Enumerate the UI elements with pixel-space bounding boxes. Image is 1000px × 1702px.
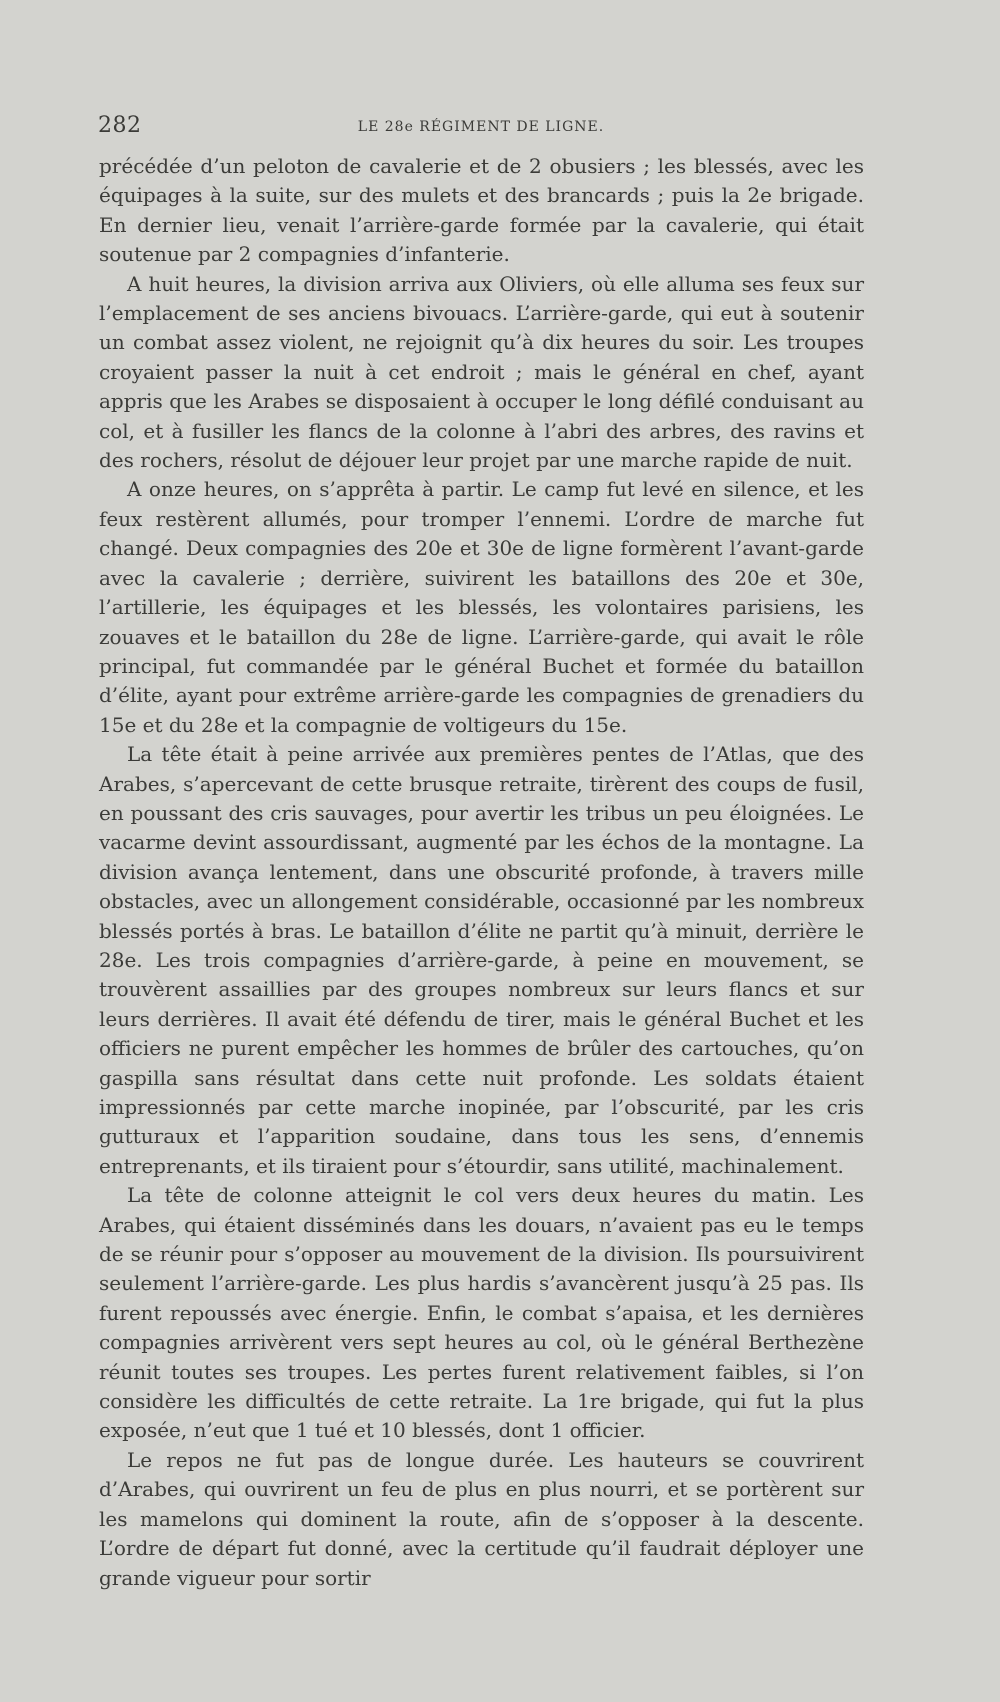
paragraph-3: A onze heures, on s’apprêta à partir. Le camp fut levé en silence, et les feux restèrent allumés, pour tromper l’ennemi. L’ordre de marche fut changé. Deux compagnies des 20e et 30e de ligne formèrent l’avant-garde avec la cavalerie ; derrière, suivirent les bataillons des 20e et 30e, l’artillerie, les équipages et les blessés, les volontaires parisiens, les zouaves et le bataillon du 28e de ligne. L’arrière-garde, qui avait le rôle principal, fut commandée par le général Buchet et formée du bataillon d’élite, ayant pour extrême arrière-garde les compagnies de grenadiers du 15e et du 28e et la compagnie de voltigeurs du 15e.: [99, 477, 864, 737]
running-title: LE 28e RÉGIMENT DE LIGNE.: [357, 119, 605, 135]
paragraph-1: précédée d’un peloton de cavalerie et de 2 obusiers ; les blessés, avec les équipages à la suite, sur des mulets et des brancards ; puis la 2e brigade. En dernier lieu, venait l’arrière-garde formée par la cavalerie, qui était soutenue par 2 compagnies d’infanterie.: [99, 154, 864, 267]
page-number: 282: [98, 113, 142, 138]
paragraph-4: La tête était à peine arrivée aux premières pentes de l’Atlas, que des Arabes, s’apercevant de cette brusque retraite, tirèrent des coups de fusil, en poussant des cris sauvages, pour avertir les tribus un peu éloignées. Le vacarme devint assourdissant, augmenté par les échos de la montagne. La division avança lentement, dans une obscurité profonde, à travers mille obstacles, avec un allongement considérable, occasionné par les nombreux blessés portés à bras. Le bataillon d’élite ne partit qu’à minuit, derrière le 28e. Les trois compagnies d’arrière-garde, à peine en mouvement, se trouvèrent assaillies par des groupes nombreux sur leurs flancs et sur leurs derrières. Il avait été défendu de tirer, mais le général Buchet et les officiers ne purent empêcher les hommes de brûler des cartouches, qu’on gaspilla sans résultat dans cette nuit profonde. Les soldats étaient impressionnés par cette marche inopinée, par l’obscurité, par les cris gutturaux et l’apparition soudaine, dans tous les sens, d’ennemis entreprenants, et ils tiraient pour s’étourdir, sans utilité, machinalement.: [99, 742, 864, 1178]
paragraph-6: Le repos ne fut pas de longue durée. Les hauteurs se couvrirent d’Arabes, qui ouvrirent un feu de plus en plus nourri, et se portèrent sur les mamelons qui dominent la route, afin de s’opposer à la descente. L’ordre de départ fut donné, avec la certitude qu’il faudrait déployer une grande vigueur pour sortir: [99, 1447, 864, 1590]
body-text: [99, 152, 864, 1593]
paragraph-5: La tête de colonne atteignit le col vers deux heures du matin. Les Arabes, qui étaient disséminés dans les douars, n’avaient pas eu le temps de se réunir pour s’opposer au mouvement de la division. Ils poursuivirent seulement l’arrière-garde. Les plus hardis s’avancèrent jusqu’à 25 pas. Ils furent repoussés avec énergie. Enfin, le combat s’apaisa, et les dernières compagnies arrivèrent vers sept heures au col, où le général Berthezène réunit toutes ses troupes. Les pertes furent relativement faibles, si l’on considère les difficultés de cette retraite. La 1re brigade, qui fut la plus exposée, n’eut que 1 tué et 10 blessés, dont 1 officier.: [99, 1183, 864, 1443]
paragraph-2: A huit heures, la division arriva aux Oliviers, où elle alluma ses feux sur l’emplacement de ses anciens bivouacs. L’arrière-garde, qui eut à soutenir un combat assez violent, ne rejoignit qu’à dix heures du soir. Les troupes croyaient passer la nuit à cet endroit ; mais le général en chef, ayant appris que les Arabes se disposaient à occuper le long défilé conduisant au col, et à fusiller les flancs de la colonne à l’abri des arbres, des ravins et des rochers, résolut de déjouer leur projet par une marche rapide de nuit.: [99, 271, 864, 473]
running-head: [98, 113, 864, 141]
